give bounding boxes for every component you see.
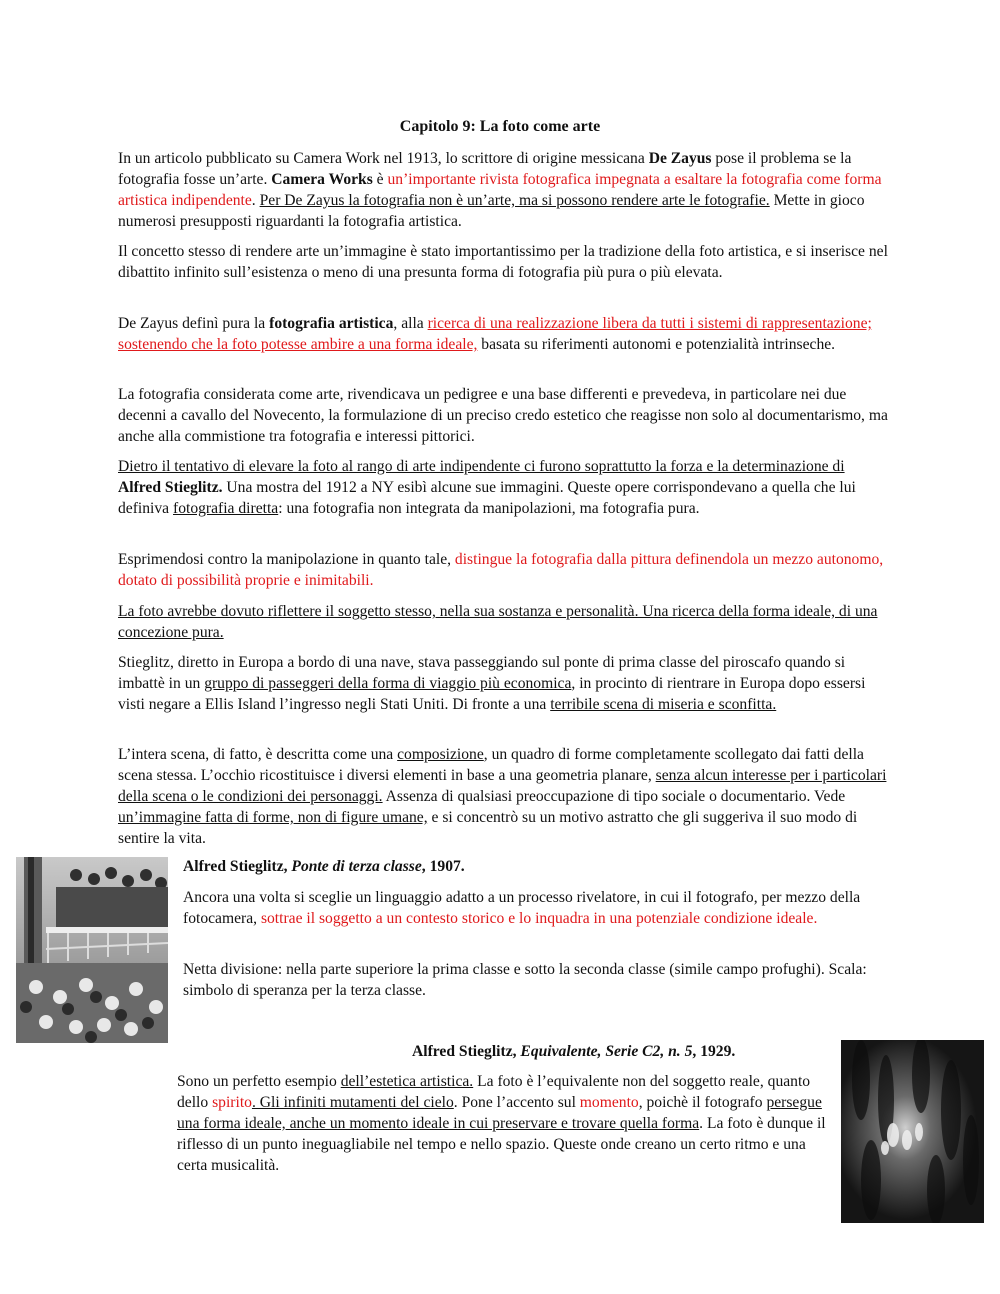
paragraph-7: La foto avrebbe dovuto riflettere il soggetto stesso, nella sua sostanza e personalità. Una ricerca della forma ideale, di una concezione pura. xyxy=(118,603,878,641)
text: e si concentrò su un motivo astratto che gli suggeriva il suo modo di sentire la vita. xyxy=(118,809,858,847)
underlined-text: un’immagine fatta di forme, non di figure umane, xyxy=(118,809,428,826)
highlighted-text: ricerca di una realizzazione libera da tutti i sistemi di rappresentazione; sostenendo che la foto potesse ambire a una forma ideale, xyxy=(118,315,872,353)
page-title: Capitolo 9: La foto come arte xyxy=(399,118,601,135)
text: basata su riferimenti autonomi e potenzialità intrinseche. xyxy=(477,336,836,353)
text: Sono un perfetto esempio xyxy=(177,1073,341,1090)
underlined-text: Per De Zayus la fotografia non è un’arte, ma si possono rendere arte le fotografie. xyxy=(259,192,770,209)
caption-steerage xyxy=(183,858,465,876)
text: è xyxy=(372,171,388,188)
text: Una mostra del 1912 a NY esibì alcune sue immagini. Queste opere corrispondevano a quella che lui definiva xyxy=(118,479,856,517)
text: Alfred Stieglitz, xyxy=(183,858,292,875)
paragraph-12 xyxy=(177,1071,827,1176)
paragraph-8 xyxy=(118,652,888,715)
text: . Pone l’accento sul xyxy=(453,1094,580,1111)
artwork-title: Ponte di terza classe xyxy=(291,858,422,875)
text: , in procinto di rientrare in Europa dopo essersi visti negare a Ellis Island l’ingresso negli Stati Uniti. Di fronte a una xyxy=(118,675,866,713)
artwork-title: Equivalente, Serie C2, n. 5 xyxy=(520,1043,693,1060)
text: , un quadro di forme completamente scollegato dai fatti della scena stessa. L’occhio ricostituisce i diversi elementi in base a una geometria planare, xyxy=(118,746,864,784)
highlighted-text: spirito xyxy=(212,1094,252,1111)
highlighted-text: momento xyxy=(579,1094,639,1111)
bold-text: De Zayus xyxy=(648,150,712,167)
paragraph-2: Il concetto stesso di rendere arte un’immagine è stato importantissimo per la tradizione della foto artistica, e si inserisce nel dibattito infinito sull’esistenza o meno di una presunta forma di fotografia più pura o più elevata. xyxy=(118,243,888,281)
highlighted-text: un’importante rivista fotografica impegnata a esaltare la fotografia come forma artistica indipendente xyxy=(118,171,882,209)
paragraph-1 xyxy=(118,148,888,232)
underlined-text: dell’estetica artistica. xyxy=(340,1073,474,1090)
bold-text: fotografia artistica xyxy=(269,315,394,332)
paragraph-3 xyxy=(118,313,888,355)
text: In un articolo pubblicato su Camera Work nel 1913, lo scrittore di origine messicana xyxy=(118,150,649,167)
bold-text: Camera Works xyxy=(271,171,373,188)
underlined-text: . Gli infiniti mutamenti del cielo xyxy=(251,1094,454,1111)
text: Stieglitz, diretto in Europa a bordo di una nave, stava passeggiando sul ponte di prima classe del piroscafo quando si imbattè in un xyxy=(118,654,846,692)
text: La foto è l’equivalente non del soggetto reale, quanto dello xyxy=(177,1073,811,1111)
paragraph-6 xyxy=(118,549,888,591)
text: . La foto è dunque il riflesso di un punto ineguagliabile nel tempo e nello spazio. Queste onde creano un certo ritmo e una certa musicalità. xyxy=(177,1115,826,1174)
text: , 1907. xyxy=(421,858,465,875)
underlined-text: senza alcun interesse per i particolari della scena o le condizioni dei personaggi. xyxy=(118,767,887,805)
text: Assenza di qualsiasi preoccupazione di tipo sociale o documentario. Vede xyxy=(382,788,846,805)
paragraph-9 xyxy=(118,744,888,849)
paragraph-4: La fotografia considerata come arte, rivendicava un pedigree e una base differenti e prevedeva, in particolare nei due decenni a cavallo del Novecento, la formulazione di un preciso credo estetico che reagisse non solo al documentarismo, ma anche alla commistione tra fotografia e interessi pittorici. xyxy=(118,386,888,445)
text: : una fotografia non integrata da manipolazioni, ma fotografia pura. xyxy=(278,500,700,517)
equivalent-photo xyxy=(841,1040,984,1223)
text: Esprimendosi contro la manipolazione in quanto tale, xyxy=(118,551,455,568)
bold-text: Alfred Stieglitz. xyxy=(118,479,223,496)
underlined-text: persegue una forma ideale, anche un momento ideale in cui preservare e trovare quella forma xyxy=(177,1094,822,1132)
paragraph-10 xyxy=(183,887,883,929)
text: Ancora una volta si sceglie un linguaggio adatto a un processo rivelatore, in cui il fotografo, per mezzo della fotocamera, xyxy=(183,889,861,927)
text: , alla xyxy=(393,315,428,332)
text: Mette in gioco numerosi presupposti riguardanti la fotografia artistica. xyxy=(118,192,865,230)
paragraph-5 xyxy=(118,456,888,519)
highlighted-text: sottrae il soggetto a un contesto storico e lo inquadra in una potenziale condizione ideale. xyxy=(260,910,818,927)
highlighted-text: distingue la fotografia dalla pittura definendola un mezzo autonomo, dotato di possibilità proprie e inimitabili. xyxy=(118,551,884,589)
text: pose il problema se la fotografia fosse un’arte. xyxy=(118,150,852,188)
text: De Zayus definì pura la xyxy=(118,315,270,332)
underlined-text: gruppo di passeggeri della forma di viaggio più economica xyxy=(204,675,572,692)
underlined-text: terribile scena di miseria e sconfitta. xyxy=(550,696,777,713)
text: , poichè il fotografo xyxy=(638,1094,767,1111)
underlined-text: composizione xyxy=(397,746,484,763)
text: Alfred Stieglitz, xyxy=(412,1043,521,1060)
caption-equivalent xyxy=(412,1043,735,1061)
underlined-text: fotografia diretta xyxy=(173,500,279,517)
paragraph-11: Netta divisione: nella parte superiore la prima classe e sotto la seconda classe (simile campo profughi). Scala: simbolo di speranza per la terza classe. xyxy=(183,961,867,999)
text: , 1929. xyxy=(692,1043,736,1060)
text: L’intera scena, di fatto, è descritta come una xyxy=(118,746,398,763)
steerage-photo xyxy=(16,857,168,1043)
text: . xyxy=(251,192,260,209)
underlined-text: Dietro il tentativo di elevare la foto al rango di arte indipendente ci furono soprattutto la forza e la determinazione di xyxy=(118,458,845,475)
